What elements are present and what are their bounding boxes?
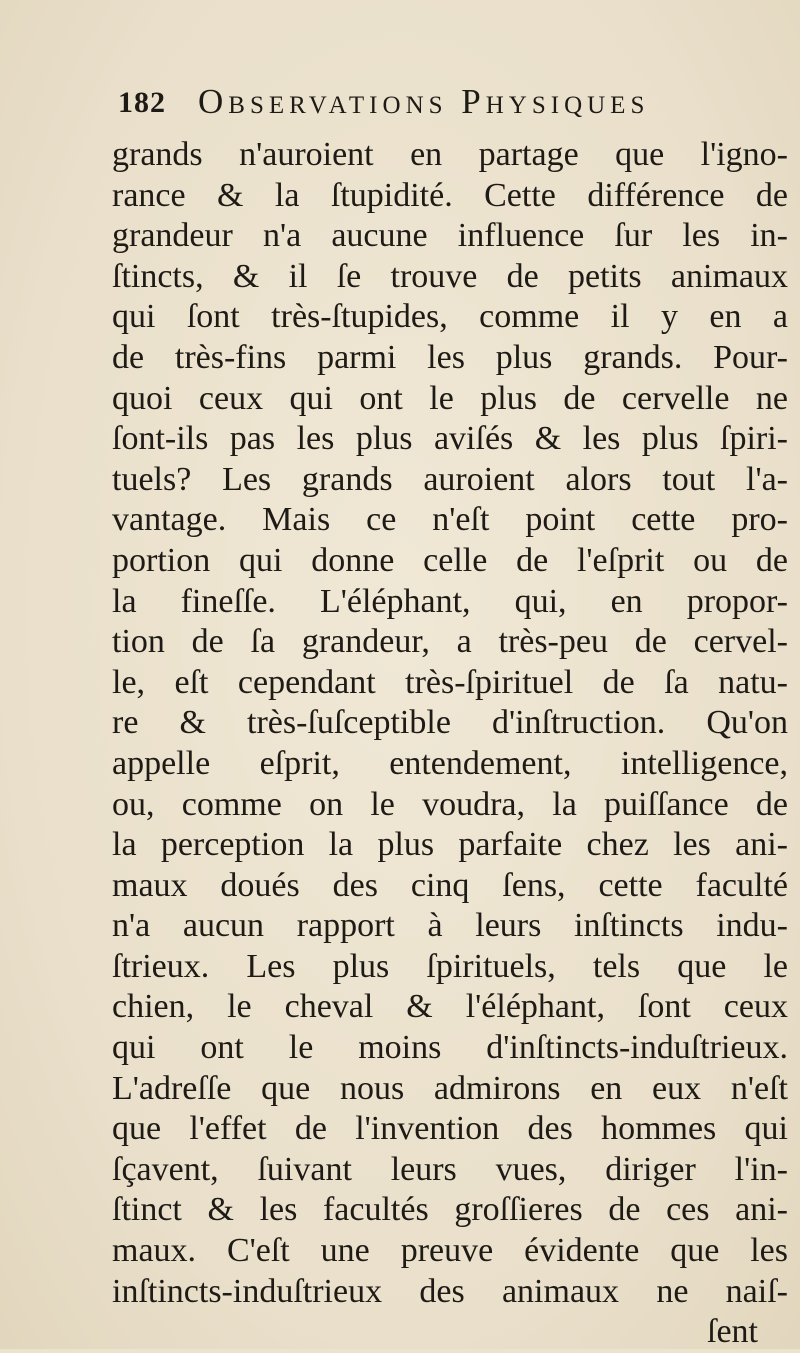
text-line: ſont-ils pas les plus aviſés & les plus ſpiri- bbox=[112, 420, 788, 458]
text-line: L'adreſſe que nous admirons en eux n'eſt bbox=[112, 1069, 788, 1107]
running-title: Observations Physiques bbox=[198, 82, 650, 121]
text-line: maux. C'eſt une preuve évidente que les bbox=[112, 1232, 788, 1270]
body-text bbox=[112, 135, 788, 1353]
text-line: grands n'auroient en partage que l'igno- bbox=[112, 136, 788, 173]
text-line: grandeur n'a aucune influence ſur les in- bbox=[112, 217, 788, 255]
text-line: ſçavent, ſuivant leurs vues, diriger l'in- bbox=[112, 1150, 788, 1188]
text-line: que l'effet de l'invention des hommes qui bbox=[112, 1110, 788, 1148]
text-line: ſtrieux. Les plus ſpirituels, tels que le bbox=[112, 947, 788, 985]
text-line: qui ont le moins d'inſtincts-induſtrieux. bbox=[112, 1029, 788, 1067]
text-line: qui ſont très-ſtupides, comme il y en a bbox=[112, 298, 788, 336]
page-number: 182 bbox=[118, 86, 166, 119]
text-line: ſtinct & les facultés groſſieres de ces ani- bbox=[112, 1191, 788, 1229]
text-line: chien, le cheval & l'éléphant, ſont ceux bbox=[112, 988, 788, 1026]
text-line: quoi ceux qui ont le plus de cervelle ne bbox=[112, 379, 788, 417]
text-line: portion qui donne celle de l'eſprit ou de bbox=[112, 541, 788, 579]
text-line: tion de ſa grandeur, a très-peu de cervel- bbox=[112, 623, 788, 661]
text-line: n'a aucun rapport à leurs inſtincts indu- bbox=[112, 907, 788, 945]
text-line: le, eſt cependant très-ſpirituel de ſa natu- bbox=[112, 663, 788, 701]
text-line: ſtincts, & il ſe trouve de petits animaux bbox=[112, 257, 788, 295]
text-line: vantage. Mais ce n'eſt point cette pro- bbox=[112, 501, 788, 539]
text-line: la perception la plus parfaite chez les ani- bbox=[112, 826, 788, 864]
text-line: appelle eſprit, entendement, intelligence, bbox=[112, 744, 788, 782]
text-line: de très-fins parmi les plus grands. Pour- bbox=[112, 338, 788, 376]
text-line: inſtincts-induſtrieux des animaux ne naiſ- bbox=[112, 1272, 788, 1310]
page-header bbox=[118, 82, 798, 128]
text-line: re & très-ſuſceptible d'inſtruction. Qu'on bbox=[112, 704, 788, 742]
text-line: tuels? Les grands auroient alors tout l'a- bbox=[112, 460, 788, 498]
text-line: la fineſſe. L'éléphant, qui, en propor- bbox=[112, 582, 788, 620]
catchword: ſent bbox=[707, 1313, 758, 1351]
text-line: maux doués des cinq ſens, cette faculté bbox=[112, 866, 788, 904]
text-line: ou, comme on le voudra, la puiſſance de bbox=[112, 785, 788, 823]
text-line: rance & la ſtupidité. Cette différence de bbox=[112, 176, 788, 214]
